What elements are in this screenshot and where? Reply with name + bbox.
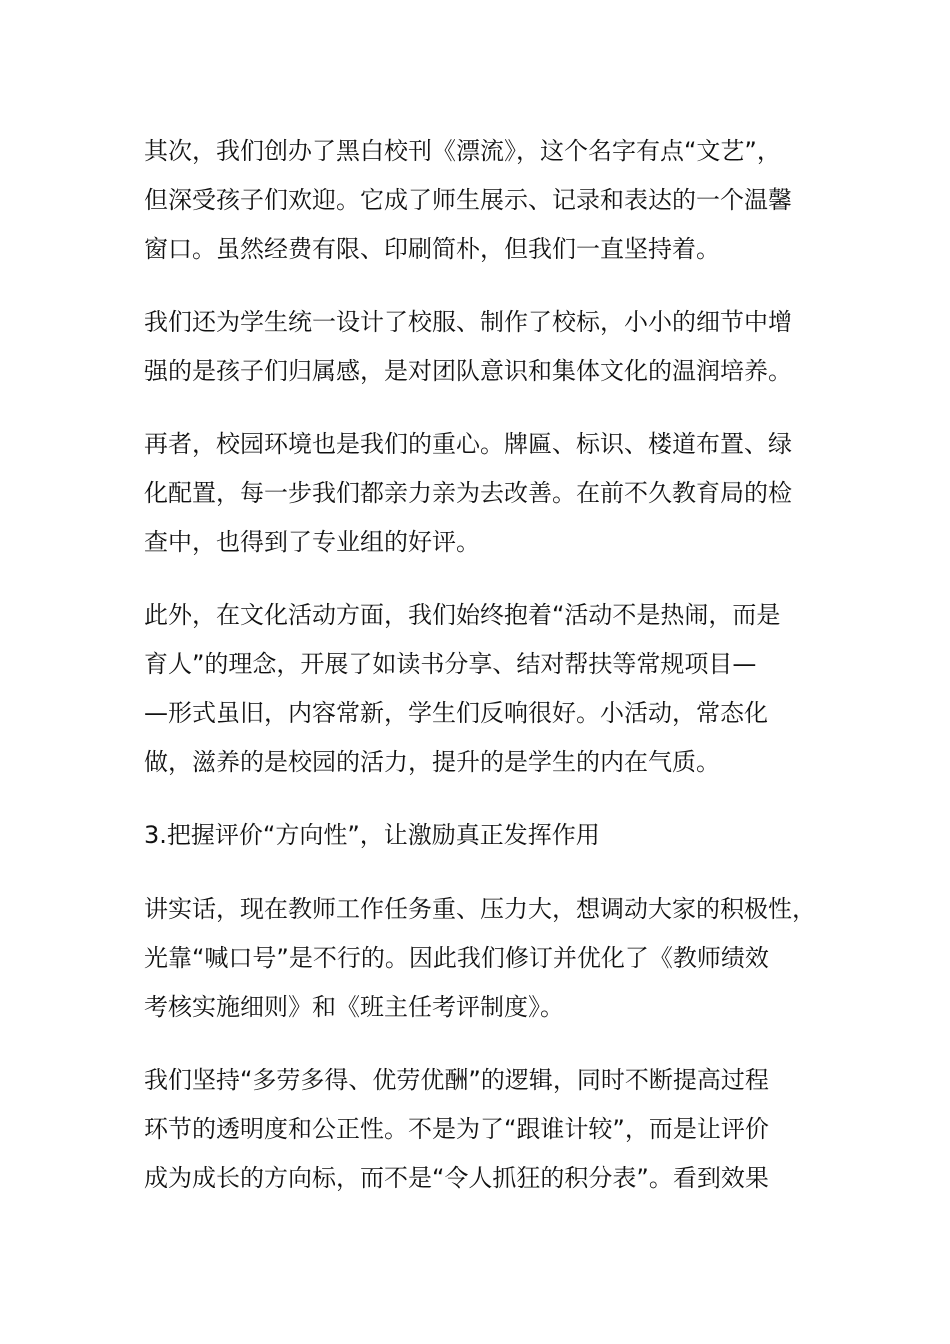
text-line: 窗口。虽然经费有限、印刷简朴，但我们一直坚持着。 — [144, 235, 720, 263]
text-line: 成为成长的方向标，而不是“令人抓狂的积分表”。看到效果 — [144, 1164, 769, 1192]
text-line: 化配置，每一步我们都亲力亲为去改善。在前不久教育局的检 — [144, 479, 792, 507]
text-line: 讲实话，现在教师工作任务重、压力大，想调动大家的积极性， — [144, 895, 816, 923]
text-line: 我们还为学生统一设计了校服、制作了校标，小小的细节中增 — [144, 308, 792, 336]
text-line: 查中，也得到了专业组的好评。 — [144, 528, 480, 556]
text-line: 其次，我们创办了黑白校刊《漂流》，这个名字有点“文艺”， — [144, 137, 781, 165]
text-line: 光靠“喊口号”是不行的。因此我们修订并优化了《教师绩效 — [144, 944, 769, 972]
text-line: 考核实施细则》和《班主任考评制度》。 — [144, 993, 564, 1021]
text-line: —形式虽旧，内容常新，学生们反响很好。小活动，常态化 — [144, 699, 768, 727]
text-line: 育人”的理念，开展了如读书分享、结对帮扶等常规项目— — [144, 650, 757, 678]
text-line: 强的是孩子们归属感，是对团队意识和集体文化的温润培养。 — [144, 357, 792, 385]
text-line: 此外，在文化活动方面，我们始终抱着“活动不是热闹，而是 — [144, 601, 781, 629]
text-line: 做，滋养的是校园的活力，提升的是学生的内在气质。 — [144, 748, 720, 776]
text-line: 环节的透明度和公正性。不是为了“跟谁计较”，而是让评价 — [144, 1115, 769, 1143]
text-line: 我们坚持“多劳多得、优劳优酬”的逻辑，同时不断提高过程 — [144, 1066, 769, 1094]
text-line: 但深受孩子们欢迎。它成了师生展示、记录和表达的一个温馨 — [144, 186, 792, 214]
heading-text: 3.把握评价“方向性”，让激励真正发挥作用 — [144, 821, 600, 849]
text-line: 再者，校园环境也是我们的重心。牌匾、标识、楼道布置、绿 — [144, 430, 792, 458]
